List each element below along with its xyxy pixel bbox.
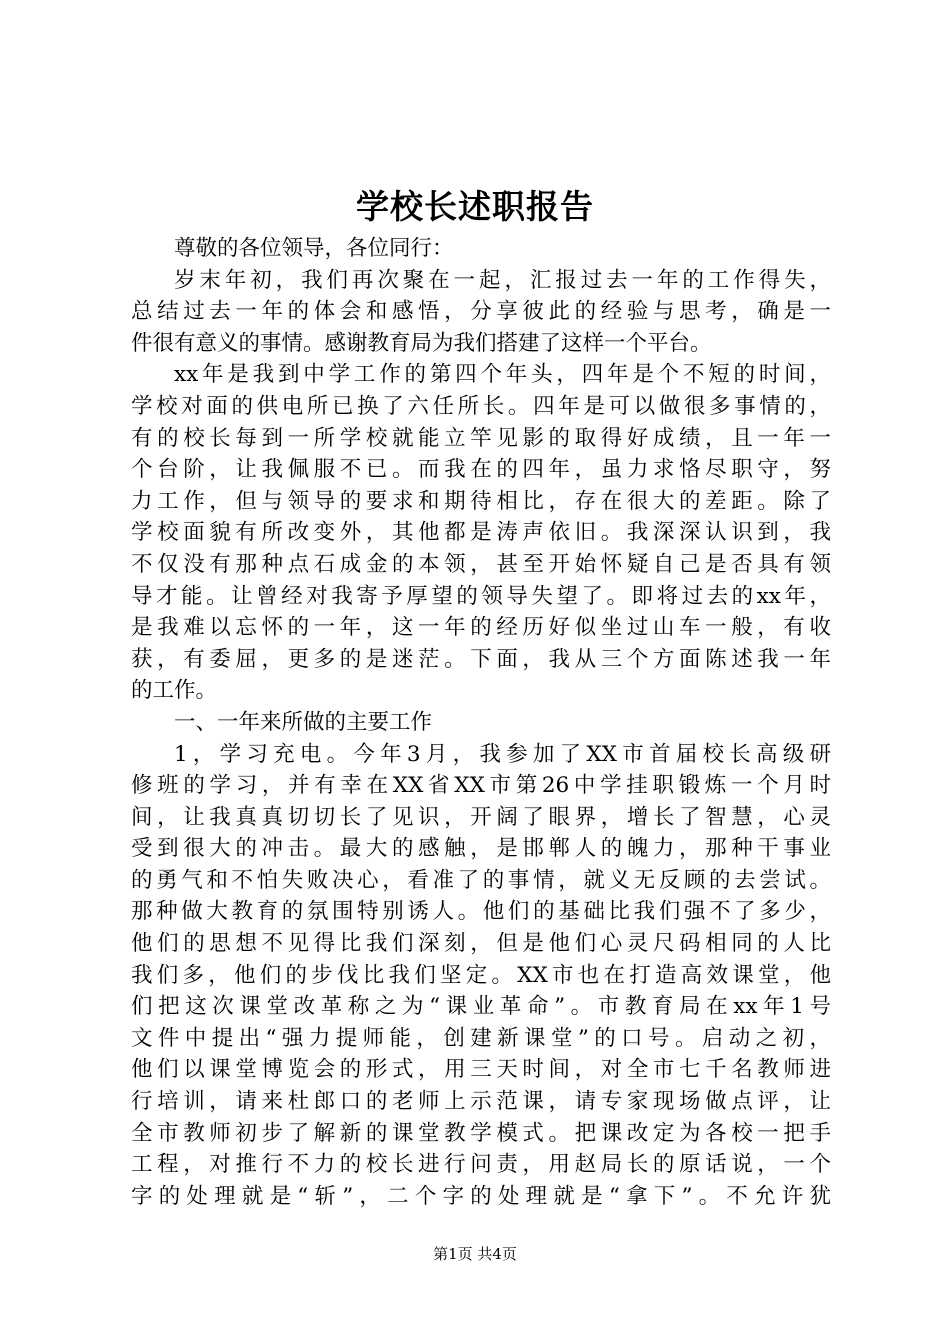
body-line: 他们的思想不见得比我们深刻，但是他们心灵尺码相同的人比 <box>131 931 831 957</box>
body-line: 文件中提出“强力提师能，创建新课堂”的口号。启动之初， <box>131 1025 831 1051</box>
body-line: 受到很大的冲击。最大的感触，是邯郸人的魄力，那种干事业 <box>131 836 831 862</box>
page-footer: 第1页 共4页 <box>433 1245 517 1263</box>
body-line: 岁末年初，我们再次聚在一起，汇报过去一年的工作得失， <box>174 267 831 293</box>
body-line: 行培训，请来杜郎口的老师上示范课，请专家现场做点评，让 <box>131 1089 831 1115</box>
document-title: 学校长述职报告 <box>356 187 594 226</box>
body-line: 总结过去一年的体会和感悟，分享彼此的经验与思考，确是一 <box>131 299 831 325</box>
body-line: 我们多，他们的步伐比我们坚定。XX市也在打造高效课堂，他 <box>131 962 831 988</box>
document-body <box>131 233 831 1212</box>
body-line: 获，有委屈，更多的是迷茫。下面，我从三个方面陈述我一年 <box>131 646 831 672</box>
body-line: 们把这次课堂改革称之为“课业革命”。市教育局在xx年1号 <box>131 994 831 1020</box>
body-line: 字的处理就是“斩”，二个字的处理就是“拿下”。不允许犹 <box>131 1183 831 1209</box>
body-line: 工程，对推行不力的校长进行问责，用赵局长的原话说，一个 <box>131 1152 831 1178</box>
body-line: 全市教师初步了解新的课堂教学模式。把课改定为各校一把手 <box>131 1120 831 1146</box>
body-line: 有的校长每到一所学校就能立竿见影的取得好成绩，且一年一 <box>131 425 831 451</box>
body-line: 是我难以忘怀的一年，这一年的经历好似坐过山车一般，有收 <box>131 615 831 641</box>
body-line: 的勇气和不怕失败决心，看准了的事情，就义无反顾的去尝试。 <box>131 867 831 893</box>
body-line: 学校面貌有所改变外，其他都是涛声依旧。我深深认识到，我 <box>131 520 831 546</box>
body-line: 个台阶，让我佩服不已。而我在的四年，虽力求恪尽职守，努 <box>131 457 831 483</box>
body-line: 那种做大教育的氛围特别诱人。他们的基础比我们强不了多少， <box>131 899 831 925</box>
body-line: 导才能。让曾经对我寄予厚望的领导失望了。即将过去的xx年， <box>131 583 831 609</box>
body-line: 1，学习充电。今年3月，我参加了XX市首届校长高级研 <box>174 741 831 767</box>
body-line: 力工作，但与领导的要求和期待相比，存在很大的差距。除了 <box>131 488 831 514</box>
body-line: 间，让我真真切切长了见识，开阔了眼界，增长了智慧，心灵 <box>131 804 831 830</box>
body-line: 学校对面的供电所已换了六任所长。四年是可以做很多事情的， <box>131 393 831 419</box>
body-line: xx年是我到中学工作的第四个年头，四年是个不短的时间， <box>174 362 831 388</box>
body-line: 不仅没有那种点石成金的本领，甚至开始怀疑自己是否具有领 <box>131 551 831 577</box>
body-line: 一、一年来所做的主要工作 <box>174 709 433 735</box>
body-line: 尊敬的各位领导，各位同行： <box>174 236 454 261</box>
body-line: 件很有意义的事情。感谢教育局为我们搭建了这样一个平台。 <box>131 330 712 356</box>
body-line: 的工作。 <box>131 678 218 704</box>
body-line: 他们以课堂博览会的形式，用三天时间，对全市七千名教师进 <box>131 1057 831 1083</box>
body-line: 修班的学习，并有幸在XX省XX市第26中学挂职锻炼一个月时 <box>131 773 831 799</box>
